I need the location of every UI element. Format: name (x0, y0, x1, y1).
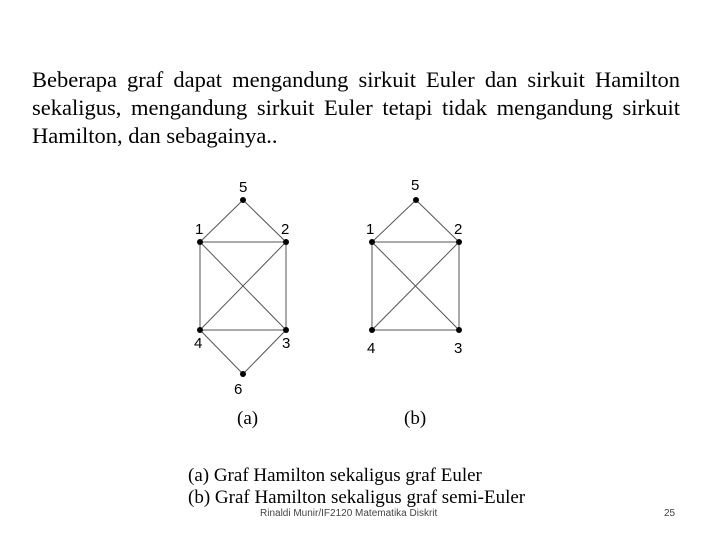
vertex-label: 1 (195, 221, 204, 238)
vertex-label: 3 (282, 335, 291, 352)
vertex-label: 4 (194, 335, 203, 352)
vertex-label: 5 (411, 177, 420, 194)
footer-source: Rinaldi Munir/IF2120 Matematika Diskrit (260, 508, 438, 519)
graph-b-vertices (369, 197, 462, 333)
vertex-label: 3 (454, 340, 463, 357)
vertex-4 (369, 327, 375, 333)
edge-2-5 (416, 200, 459, 242)
figure-caption (188, 465, 525, 509)
vertex-5 (413, 197, 419, 203)
graph-b-edges (372, 200, 459, 330)
graph-b-caption: (b) (404, 408, 427, 429)
vertex-label: 2 (281, 221, 290, 238)
vertex-label: 5 (239, 179, 248, 196)
vertex-1 (369, 239, 375, 245)
body-paragraph: Beberapa graf dapat mengandung sirkuit Euler dan sirkuit Hamilton sekaligus, mengandung sirkuit Euler tetapi tidak mengandung sirkuit Hamilton, dan sebagainya.. (32, 67, 680, 148)
vertex-3 (456, 327, 462, 333)
vertex-label: 2 (454, 221, 463, 238)
vertex-2 (456, 239, 462, 245)
caption-line-a: (a) Graf Hamilton sekaligus graf Euler (188, 465, 482, 486)
edge-1-5 (372, 200, 416, 242)
page-number: 25 (664, 508, 676, 519)
caption-line-b: (b) Graf Hamilton sekaligus graf semi-Euler (188, 487, 526, 508)
graph-a-caption: (a) (237, 408, 259, 429)
vertex-label: 6 (234, 381, 243, 398)
vertex-label: 4 (367, 340, 376, 357)
vertex-label: 1 (366, 221, 375, 238)
